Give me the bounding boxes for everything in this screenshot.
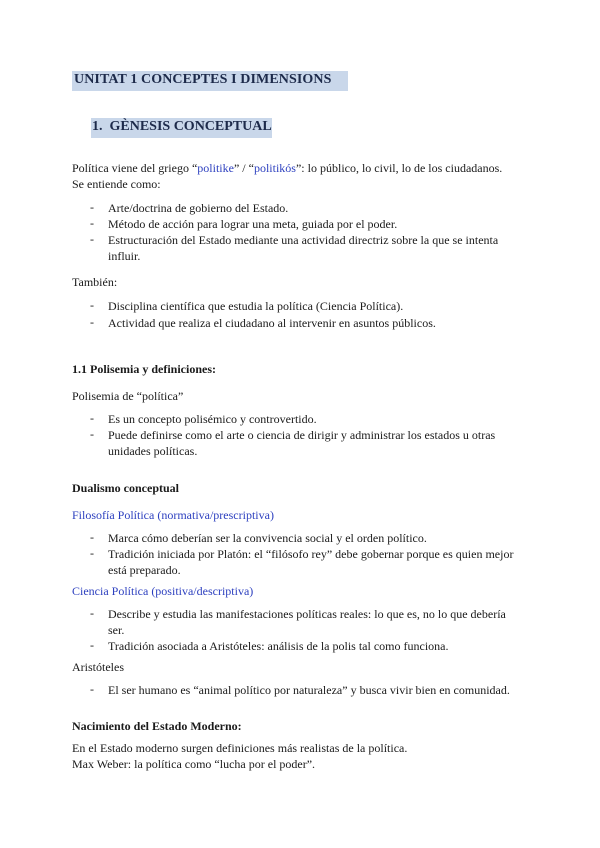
bullet-dash: -: [90, 315, 94, 329]
bullet-dash: -: [90, 411, 94, 425]
list-item: Disciplina científica que estudia la política (Ciencia Política).: [108, 299, 404, 313]
intro-text-post: ”: lo público, lo civil, lo de los ciudadanos.: [295, 161, 503, 175]
list-item: Arte/doctrina de gobierno del Estado.: [108, 201, 289, 215]
bullet-dash: -: [90, 682, 94, 696]
list-item: Método de acción para lograr una meta, guiada por el poder.: [108, 217, 398, 231]
bullet-dash: -: [90, 200, 94, 214]
nacimiento-heading: Nacimiento del Estado Moderno:: [72, 719, 242, 733]
dualismo-heading: Dualismo conceptual: [72, 481, 180, 495]
list-item: Actividad que realiza el ciudadano al intervenir en asuntos públicos.: [108, 316, 436, 330]
intro-text-mid: ” / “: [233, 161, 254, 175]
list-item: Es un concepto polisémico y controvertido.: [108, 412, 317, 426]
ciencia-politica-label: Ciencia Política (positiva/descriptiva): [72, 584, 254, 598]
nacimiento-line2: Max Weber: la política como “lucha por el poder”.: [72, 757, 316, 771]
list-item: Tradición asociada a Aristóteles: análisis de la polis tal como funciona.: [108, 639, 449, 653]
list-item: Estructuración del Estado mediante una actividad directriz sobre la que se intenta: [108, 233, 499, 247]
list-item: Marca cómo deberían ser la convivencia social y el orden político.: [108, 531, 427, 545]
bullet-dash: -: [90, 298, 94, 312]
list-item-continuation: está preparado.: [108, 563, 181, 577]
polisemia-label: Polisemia de “política”: [72, 389, 184, 403]
term-politike: politike: [197, 161, 234, 175]
intro-paragraph-line1: [72, 160, 502, 176]
aristoteles-label: Aristóteles: [72, 660, 124, 674]
section-heading-text: GÈNESIS CONCEPTUAL: [109, 119, 272, 134]
section-heading: [92, 119, 272, 135]
list-item-continuation: unidades políticas.: [108, 444, 198, 458]
filosofia-politica-label: Filosofía Política (normativa/prescriptiva): [72, 508, 274, 522]
intro-text-pre: Política viene del griego “: [72, 161, 198, 175]
list-item: Describe y estudia las manifestaciones políticas reales: lo que es, no lo que debería: [108, 607, 506, 621]
list-item-continuation: ser.: [108, 623, 125, 637]
bullet-dash: -: [90, 606, 94, 620]
list-item-continuation: influir.: [108, 249, 141, 263]
term-politikos: politikós: [253, 161, 296, 175]
bullet-dash: -: [90, 546, 94, 560]
nacimiento-line1: En el Estado moderno surgen definiciones más realistas de la política.: [72, 741, 408, 755]
bullet-dash: -: [90, 216, 94, 230]
list-item: Puede definirse como el arte o ciencia de dirigir y administrar los estados u otras: [108, 428, 496, 442]
subsection-heading-polisemia: 1.1 Polisemia y definiciones:: [72, 362, 216, 376]
bullet-dash: -: [90, 427, 94, 441]
section-number: 1.: [92, 119, 103, 134]
intro-paragraph-line2: Se entiende como:: [72, 177, 161, 191]
tambien-label: También:: [72, 275, 118, 289]
bullet-dash: -: [90, 232, 94, 246]
document-title: UNITAT 1 CONCEPTES I DIMENSIONS: [74, 72, 332, 87]
list-item: El ser humano es “animal político por naturaleza” y busca vivir bien en comunidad.: [108, 683, 510, 697]
bullet-dash: -: [90, 530, 94, 544]
bullet-dash: -: [90, 638, 94, 652]
list-item: Tradición iniciada por Platón: el “filósofo rey” debe gobernar porque es quien mejor: [108, 547, 514, 561]
